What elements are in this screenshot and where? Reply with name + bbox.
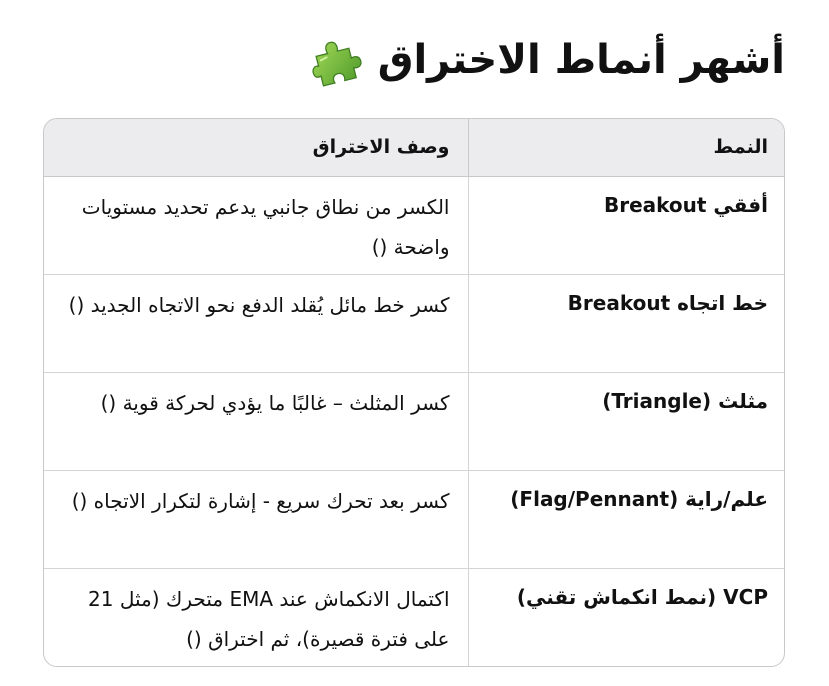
- description-cell: كسر خط مائل يُقلد الدفع نحو الاتجاه الجديد (): [68, 292, 450, 317]
- table-header-row: [44, 119, 785, 176]
- description-cell: كسر المثلث – غالبًا ما يؤدي لحركة قوية (): [100, 390, 450, 415]
- page-heading: [310, 28, 785, 92]
- puzzle-piece-icon: [310, 33, 364, 87]
- description-cell: الكسر من نطاق جانبي يدعم تحديد مستويات واضحة (): [81, 194, 450, 259]
- header-pattern: النمط: [468, 119, 785, 176]
- pattern-cell: خط اتجاه Breakout: [468, 274, 785, 372]
- table-row: [44, 274, 785, 372]
- pattern-cell: VCP (نمط انكماش تقني): [468, 568, 785, 666]
- header-description: وصف الاختراق: [44, 119, 468, 176]
- table-row: [44, 470, 785, 568]
- pattern-cell: مثلث (Triangle): [468, 372, 785, 470]
- page-title: أشهر أنماط الاختراق: [377, 37, 785, 83]
- table-row: [44, 176, 785, 274]
- pattern-cell: أفقي Breakout: [468, 176, 785, 274]
- breakout-patterns-table: [43, 118, 785, 667]
- description-cell: اكتمال الانكماش عند EMA متحرك (مثل 21 على فترة قصيرة)، ثم اختراق (): [88, 586, 450, 651]
- table-row: [44, 568, 785, 666]
- table-row: [44, 372, 785, 470]
- description-cell: كسر بعد تحرك سريع - إشارة لتكرار الاتجاه (): [71, 488, 450, 513]
- pattern-cell: علم/راية (Flag/Pennant): [468, 470, 785, 568]
